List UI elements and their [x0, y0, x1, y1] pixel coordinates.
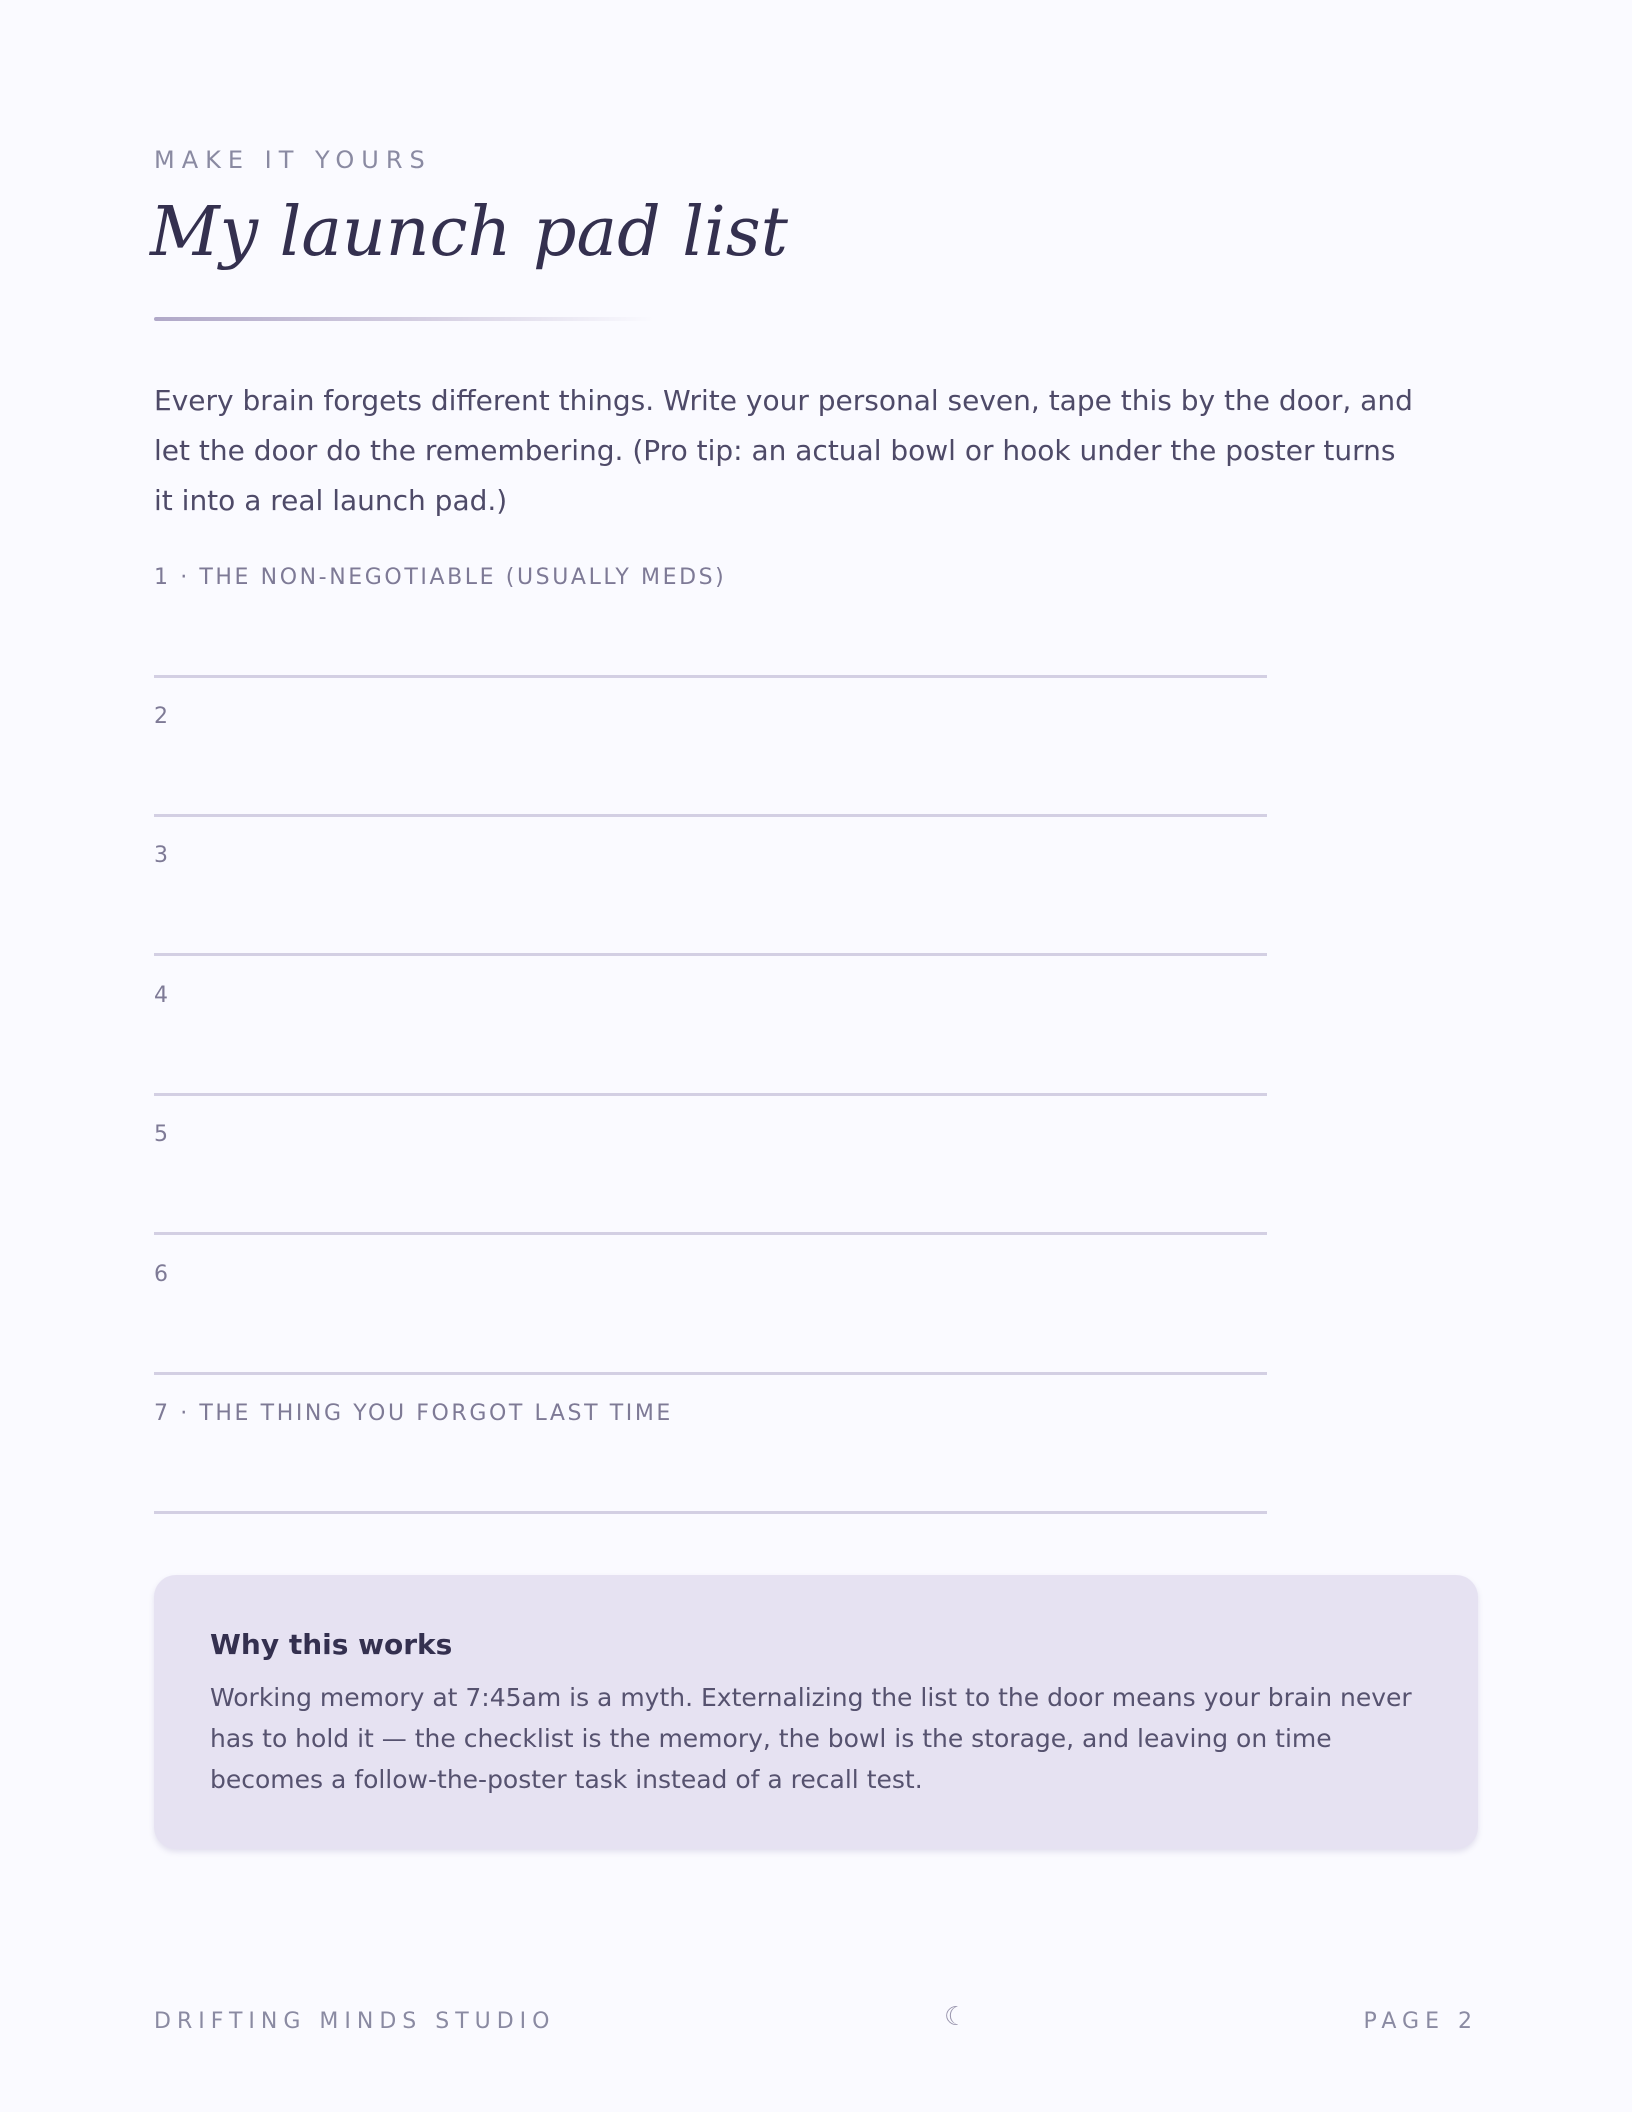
write-in-line-1[interactable]	[154, 555, 1267, 678]
write-in-label-1: 1 · THE NON-NEGOTIABLE (USUALLY MEDS)	[154, 565, 727, 590]
callout-title: Why this works	[210, 1628, 453, 1661]
write-in-line-3[interactable]	[154, 833, 1267, 956]
write-in-line-4[interactable]	[154, 973, 1267, 1096]
write-in-label-6: 6	[154, 1262, 171, 1287]
write-in-label-5: 5	[154, 1122, 171, 1147]
crescent-moon-icon: ☾	[944, 2002, 968, 2032]
write-in-label-4: 4	[154, 983, 171, 1008]
intro-paragraph: Every brain forgets different things. Write your personal seven, tape this by the door, and let the door do the remembering. (Pro tip: an actual bowl or hook under the poster turns it into a real launch pad.)	[154, 384, 1413, 517]
callout-body: Working memory at 7:45am is a myth. Externalizing the list to the door means your brain never has to hold it — the checklist is the memory, the bowl is the storage, and leaving on time becomes a follow-the-poster task instead of a recall test.	[210, 1683, 1412, 1794]
page-title: My launch pad list	[150, 193, 788, 272]
write-in-label-7: 7 · THE THING YOU FORGOT LAST TIME	[154, 1401, 673, 1426]
write-in-line-6[interactable]	[154, 1252, 1267, 1375]
write-in-label-2: 2	[154, 704, 171, 729]
footer-page-number: PAGE 2	[1363, 2009, 1478, 2034]
title-underline	[154, 317, 654, 321]
write-in-line-2[interactable]	[154, 694, 1267, 817]
write-in-label-3: 3	[154, 843, 171, 868]
footer-studio-name: DRIFTING MINDS STUDIO	[154, 2009, 556, 2034]
write-in-line-7[interactable]	[154, 1391, 1267, 1514]
write-in-line-5[interactable]	[154, 1112, 1267, 1235]
why-this-works-callout	[154, 1575, 1478, 1849]
section-eyebrow: MAKE IT YOURS	[154, 146, 432, 174]
